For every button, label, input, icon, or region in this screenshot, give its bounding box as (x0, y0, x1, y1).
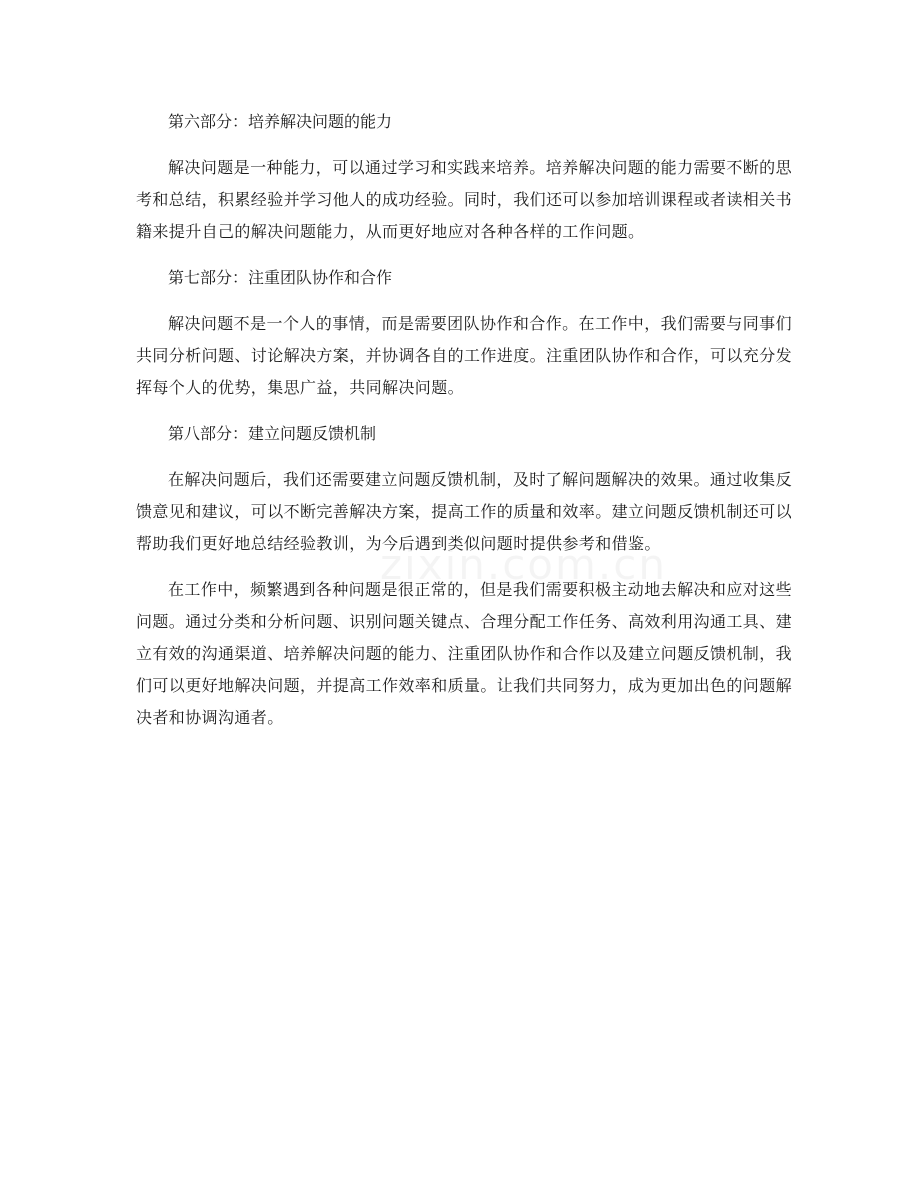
conclusion-paragraph: 在工作中，频繁遇到各种问题是很正常的，但是我们需要积极主动地去解决和应对这些问题。通过分类和分析问题、识别问题关键点、合理分配工作任务、高效利用沟通工具、建立有效的沟通渠道、培养解决问题的能力、注重团队协作和合作以及建立问题反馈机制，我们可以更好地解决问题，并提高工作效率和质量。让我们共同努力，成为更加出色的问题解决者和协调沟通者。 (136, 580, 793, 727)
section-6-paragraph: 解决问题是一种能力，可以通过学习和实践来培养。培养解决问题的能力需要不断的思考和总结，积累经验并学习他人的成功经验。同时，我们还可以参加培训课程或者读相关书籍来提升自己的解决问题能力，从而更好地应对各种各样的工作问题。 (136, 158, 793, 241)
document-body (136, 106, 792, 734)
section-8-paragraph: 在解决问题后，我们还需要建立问题反馈机制，及时了解问题解决的效果。通过收集反馈意见和建议，可以不断完善解决方案，提高工作的质量和效率。建立问题反馈机制还可以帮助我们更好地总结经验教训，为今后遇到类似问题时提供参考和借鉴。 (136, 470, 793, 553)
section-8-heading: 第八部分：建立问题反馈机制 (168, 424, 377, 443)
section-7-heading: 第七部分：注重团队协作和合作 (168, 268, 393, 287)
section-7-paragraph: 解决问题不是一个人的事情，而是需要团队协作和合作。在工作中，我们需要与同事们共同分析问题、讨论解决方案，并协调各自的工作进度。注重团队协作和合作，可以充分发挥每个人的优势，集思广益，共同解决问题。 (136, 314, 793, 397)
section-6-heading: 第六部分：培养解决问题的能力 (168, 112, 393, 131)
